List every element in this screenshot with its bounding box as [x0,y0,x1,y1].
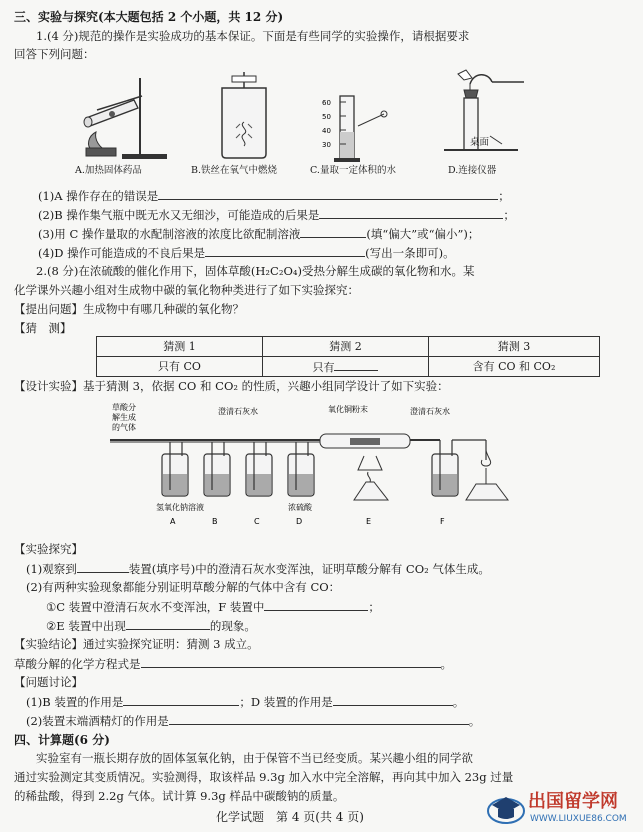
guess-cell-1: 只有 CO [97,357,263,377]
graduation-cap-icon [486,791,526,825]
sub-question-1: (1)A 操作存在的错误是 ； [38,189,510,203]
exp-1: (1)观察到 装置(填序号)中的澄清石灰水变浑浊，证明草酸分解有 CO₂ 气体生成。 [26,562,490,576]
guess-label: 【猜 测】 [14,321,72,335]
explore-label: 【实验探究】 [14,542,83,556]
gas-label-3: 的气体 [112,423,136,432]
label-limewater-left: 澄清石灰水 [218,407,258,416]
guess-header-3: 猜测 3 [428,337,599,357]
letter-a: A [170,517,176,526]
conclusion: 【实验结论】通过实验探究证明：猜测 3 成立。 [14,637,259,651]
discussion-label: 【问题讨论】 [14,675,83,689]
caption-a: A.加热固体药品 [75,165,142,176]
discussion-2: (2)装置末端酒精灯的作用是 。 [26,714,481,728]
section4-line3: 的稀盐酸，得到 2.2g 气体。试计算 9.3g 样品中碳酸钠的质量。 [14,789,345,803]
cylinder-mark-50: 50 [322,113,331,121]
page-footer: 化学试题 第 4 页(共 4 页) [216,810,364,824]
apparatus-diagram [110,400,530,530]
exp-2-1: ①C 装置中澄清石灰水不变浑浊，F 装置中 ； [46,600,380,614]
watermark-brand: 出国留学网 [528,791,618,812]
caption-d: D.连接仪器 [448,165,497,176]
exp-2: (2)有两种实验现象都能分别证明草酸分解的气体中含有 CO： [26,580,341,594]
section4-line2: 通过实验测定其变质情况。实验测得，取该样品 9.3g 加入水中完全溶解，再向其中加入 23g 过量 [14,770,514,784]
guess-table [96,336,600,377]
sub-question-4: (4)D 操作可能造成的不良后果是 (写出一条即可)。 [38,246,455,260]
gas-label-1: 草酸分 [112,403,136,412]
design-experiment: 【设计实验】基于猜测 3，依据 CO 和 CO₂ 的性质，兴趣小组同学设计了如下实验： [14,379,449,393]
cylinder-mark-40: 40 [322,127,331,135]
caption-b: B.铁丝在氧气中燃烧 [191,165,278,176]
watermark-logo [486,789,636,829]
label-naoh: 氢氧化钠溶液 [156,503,204,512]
cylinder-mark-30: 30 [322,141,331,149]
letter-b: B [212,517,218,526]
exp-2-2: ②E 装置中出现 的现象。 [46,619,256,633]
letter-d: D [296,517,303,526]
q1-line2: 回答下列问题： [14,47,95,61]
letter-e: E [366,517,372,526]
letter-f: F [440,517,445,526]
guess-header-2: 猜测 2 [262,337,428,357]
label-h2so4: 浓硫酸 [288,503,312,512]
equation-line: 草酸分解的化学方程式是 。 [14,657,452,671]
sub-question-2: (2)B 操作集气瓶中既无水又无细沙，可能造成的后果是 ； [38,208,515,222]
guess-cell-2: 只有 [262,357,428,377]
gas-label-2: 解生成 [112,413,136,422]
cylinder-mark-60: 60 [322,99,331,107]
figure-b-iron-burning [214,72,274,162]
figure-d-connecting [444,68,544,164]
q2-line2: 化学课外兴趣小组对生成物中碳的氧化物种类进行了如下实验探究： [14,283,359,297]
guess-header-1: 猜测 1 [97,337,263,357]
watermark-url: WWW.LIUXUE86.COM [530,814,627,824]
letter-c: C [254,517,260,526]
q2-line1: 2.(8 分)在浓硫酸的催化作用下，固体草酸(H₂C₂O₄)受热分解生成碳的氧化物和水。某 [36,264,475,278]
ask-question: 【提出问题】生成物中有哪几种碳的氧化物？ [14,302,244,316]
discussion-1: (1)B 装置的作用是 ；D 装置的作用是 。 [26,695,465,709]
section4-line1: 实验室有一瓶长期存放的固体氢氧化钠，由于保管不当已经变质。某兴趣小组的同学欲 [36,751,473,765]
label-limewater-right: 澄清石灰水 [410,407,450,416]
figure-c-graduated-cylinder [318,92,388,164]
sub-question-3: (3)用 C 操作量取的水配制溶液的浓度比欲配制溶液 (填“偏大”或“偏小”)； [38,227,480,241]
figure-a-heating-solid [72,70,172,162]
caption-c: C.量取一定体积的水 [310,165,396,176]
q1-line1: 1.(4 分)规范的操作是实验成功的基本保证。下面是有些同学的实验操作，请根据要求 [36,29,470,43]
section3-heading: 三、实验与探究(本大题包括 2 个小题，共 12 分) [14,10,284,24]
label-cuo: 氧化铜粉末 [328,405,368,414]
section4-heading: 四、计算题(6 分) [14,733,110,747]
table-label: 桌面 [470,137,490,148]
guess-cell-3: 含有 CO 和 CO₂ [428,357,599,377]
